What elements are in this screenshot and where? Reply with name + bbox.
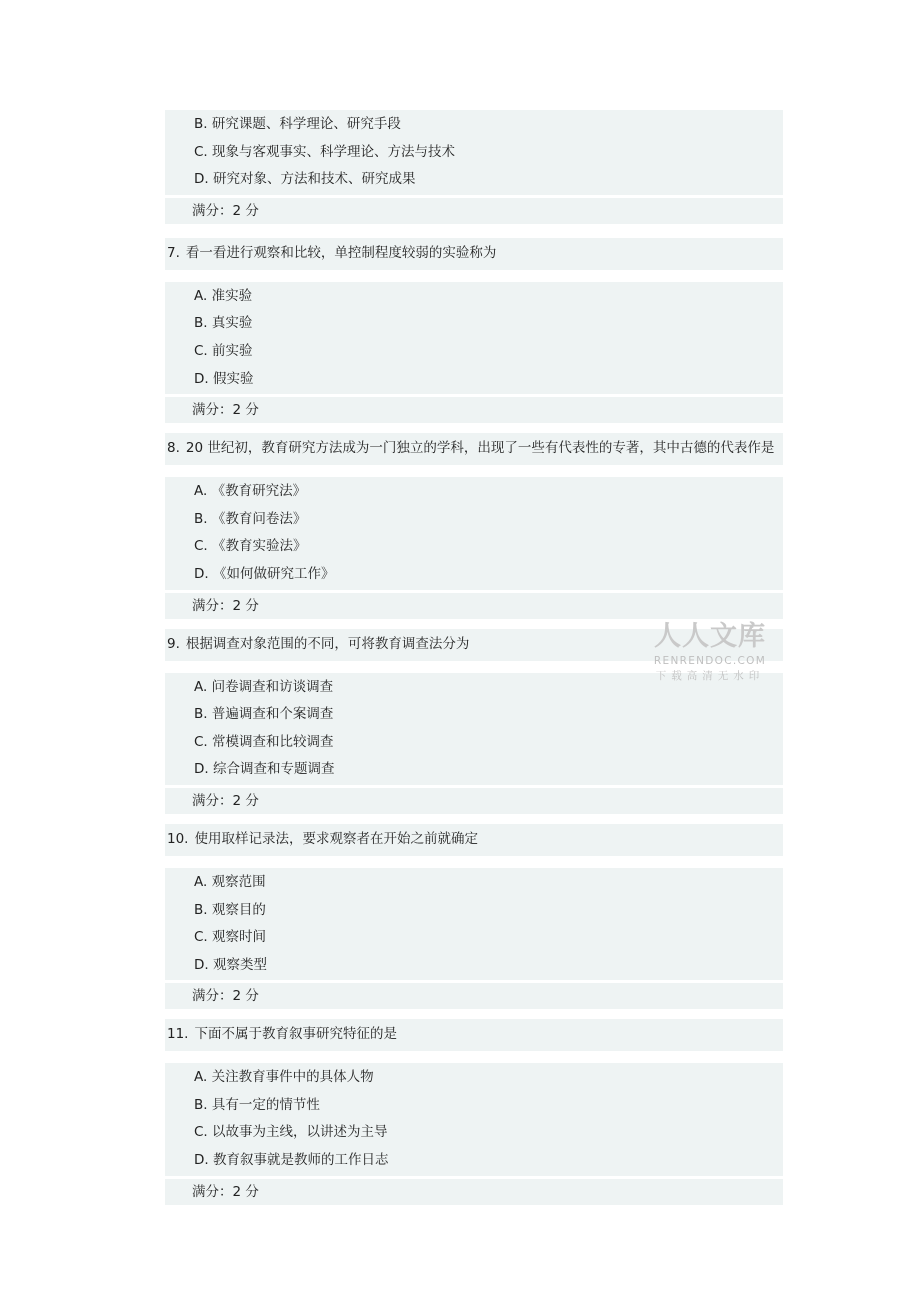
score-label: 满分：2 分: [165, 788, 783, 814]
option-a[interactable]: A. 关注教育事件中的具体人物: [194, 1069, 374, 1086]
watermark-slogan: 下载高清无水印: [655, 670, 765, 682]
option-a[interactable]: A. 观察范围: [194, 873, 266, 890]
exam-content: [165, 110, 783, 1205]
question-number: 10.: [167, 830, 189, 847]
option-a[interactable]: A. 《教育研究法》: [194, 483, 307, 500]
question-number: 9.: [167, 635, 180, 652]
option-d[interactable]: D. 研究对象、方法和技术、研究成果: [194, 171, 416, 188]
score-label: 满分：2 分: [165, 1179, 783, 1205]
option-c[interactable]: C. 观察时间: [194, 929, 267, 946]
question-number: 7.: [167, 244, 180, 261]
q11-options: [165, 1063, 783, 1175]
option-a[interactable]: A. 问卷调查和访谈调查: [194, 678, 334, 695]
question-8: [165, 433, 783, 465]
watermark-domain: RENRENDOC.COM: [653, 655, 767, 667]
option-d[interactable]: D. 教育叙事就是教师的工作日志: [194, 1152, 389, 1169]
question-text: 根据调查对象范围的不同，可将教育调查法分为: [185, 635, 470, 652]
q10-options: [165, 868, 783, 980]
question-text: 使用取样记录法，要求观察者在开始之前就确定: [194, 830, 478, 847]
question-7: [165, 238, 783, 270]
q9-options: [165, 673, 783, 785]
question-9: [165, 629, 783, 661]
question-text: 下面不属于教育叙事研究特征的是: [194, 1026, 397, 1043]
question-11: [165, 1019, 783, 1051]
score-label: 满分：2 分: [165, 593, 783, 619]
question-number: 8.: [167, 440, 180, 457]
option-d[interactable]: D. 综合调查和专题调查: [194, 761, 335, 778]
option-c[interactable]: C. 《教育实验法》: [194, 538, 307, 555]
option-d[interactable]: D. 观察类型: [194, 956, 267, 973]
option-b[interactable]: B. 真实验: [194, 315, 253, 332]
question-number: 11.: [167, 1026, 189, 1043]
option-c[interactable]: C. 前实验: [194, 342, 253, 359]
option-b[interactable]: B. 观察目的: [194, 901, 266, 918]
question-10: [165, 824, 783, 856]
option-b[interactable]: B. 研究课题、科学理论、研究手段: [194, 116, 401, 132]
score-label: 满分：2 分: [165, 983, 783, 1009]
option-b[interactable]: B. 普遍调查和个案调查: [194, 706, 334, 723]
q8-options: [165, 477, 783, 589]
option-c[interactable]: C. 常模调查和比较调查: [194, 733, 334, 750]
option-b[interactable]: B. 《教育问卷法》: [194, 510, 307, 527]
option-a[interactable]: A. 准实验: [194, 287, 253, 304]
option-c[interactable]: C. 现象与客观事实、科学理论、方法与技术: [194, 143, 456, 160]
watermark-title: 人人文库: [654, 621, 766, 652]
option-c[interactable]: C. 以故事为主线，以讲述为主导: [194, 1124, 388, 1141]
option-b[interactable]: B. 具有一定的情节性: [194, 1096, 320, 1113]
q7-options: [165, 282, 783, 394]
q6-options: [165, 110, 783, 195]
question-text: 看一看进行观察和比较，单控制程度较弱的实验称为: [185, 244, 497, 261]
question-text: 20 世纪初，教育研究方法成为一门独立的学科，出现了一些有代表性的专著，其中古德的代表作是: [185, 440, 775, 457]
score-label: 满分：2 分: [165, 198, 783, 224]
score-label: 满分：2 分: [165, 397, 783, 423]
option-d[interactable]: D. 假实验: [194, 370, 254, 387]
option-d[interactable]: D. 《如何做研究工作》: [194, 565, 335, 582]
